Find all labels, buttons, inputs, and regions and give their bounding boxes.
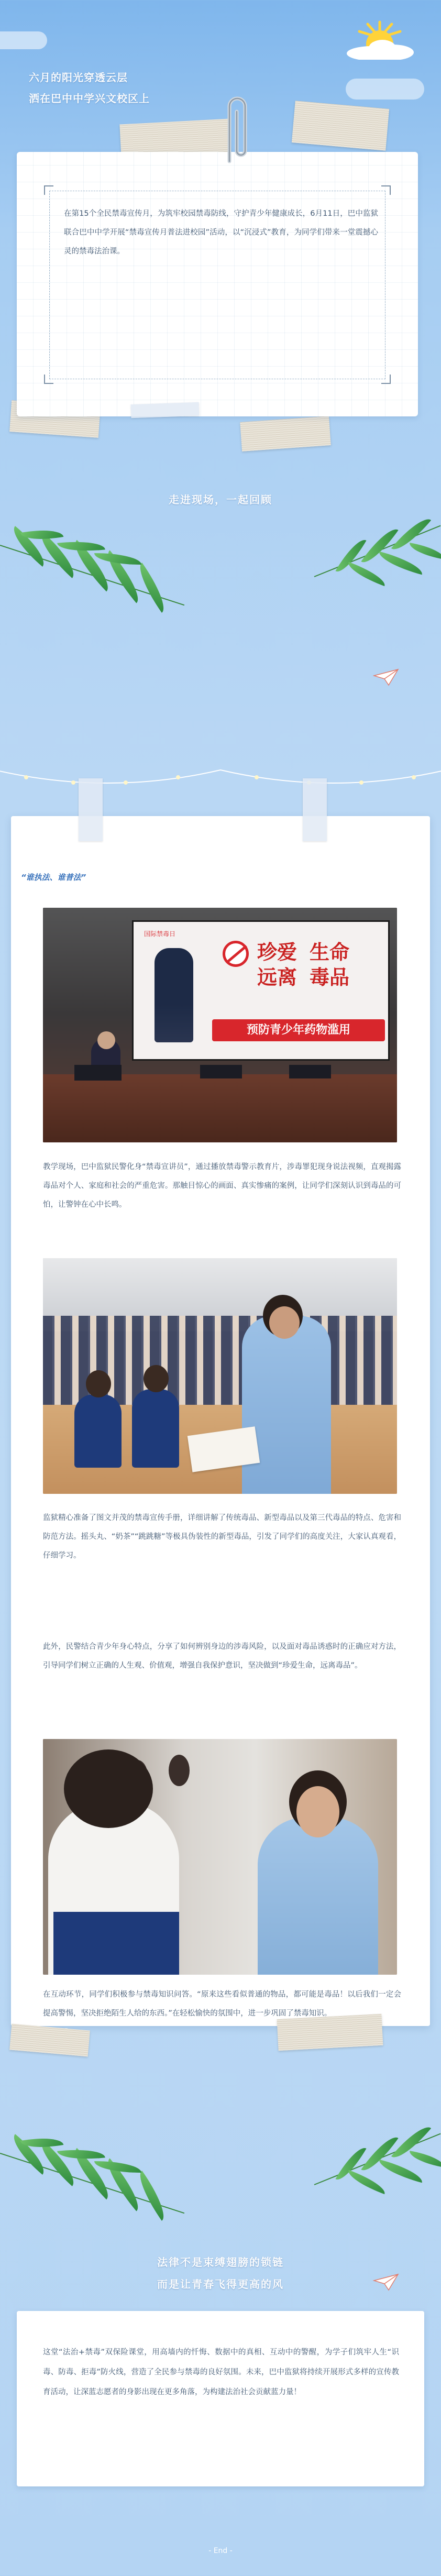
frame-corner [381,375,391,384]
banner-word-life: 生命 [310,940,350,964]
tape-decoration [303,778,327,841]
photo-student-officer [43,1739,397,1975]
paragraph-4: 在互动环节，同学们积极参与禁毒知识问答。“原来这些看似普通的物品，都可能是毒品！以后我们一定会提高警惕，坚决拒绝陌生人给的东西。”在轻松愉快的氛围中，进一步巩固了禁毒知识。 [43,1990,401,2018]
newspaper-scrap-decoration [277,2014,383,2051]
paragraph-2: 监狱精心准备了图文并茂的禁毒宣传手册，详细讲解了传统毒品、新型毒品以及第三代毒品的特点、危害和防范方法。摇头丸、“奶茶”“跳跳糖”等极具伪装性的新型毒品，引发了同学们的高度关注，大家认真观看，仔细学习。 [43,1514,401,1560]
banner-strip: 预防青少年药物滥用 [212,1019,385,1041]
review-title: 走进现场，一起回顾 [169,493,272,506]
palm-leaves-right-decoration [314,519,441,597]
frame-corner [381,185,391,195]
student-figure [132,1389,179,1468]
banner-badge: 国际禁毒日 [144,930,176,938]
frame-corner [44,375,53,384]
intro-card [17,152,418,416]
paperclip-icon [219,88,256,167]
tape-decoration [79,778,103,841]
closing-text: 这堂“法治+禁毒”双保险课堂，用高墙内的忏悔、数据中的真相、互动中的警醒，为学子们筑牢人生“识毒、防毒、拒毒”防火线，营造了全民参与禁毒的良好氛围。未来，巴中监狱将持续开展形式多样的宣传教育活动，让深蓝志愿者的身影出现在更多角落，为构建法治社会贡献蓝力量！ [43,2348,399,2396]
closing-card [17,2311,424,2486]
paper-plane-icon [373,668,399,686]
bubble-decoration [398,1985,403,1990]
paragraph-3: 此外，民警结合青少年身心特点，分享了如何辨别身边的涉毒风险，以及面对毒品诱惑时的正确应对方法，引导同学们树立正确的人生观、价值观，增强自我保护意识，坚决做到“珍爱生命，远离毒品”。 [43,1643,401,1670]
banner-text-2: 远离 [257,965,297,989]
newspaper-scrap-decoration [9,2024,90,2057]
slogan-line-1: 法律不是束缚翅膀的锁链 [157,2256,284,2269]
officer-figure [258,1818,378,1975]
officer-figure [242,1316,331,1494]
banner-word-drugs: 毒品 [310,965,350,989]
headline-line-2: 洒在巴中中学兴文校区上 [29,92,150,105]
end-marker: - End - [208,2547,233,2555]
student-figure [74,1394,122,1468]
banner-screen [132,920,390,1061]
tape-decoration [131,402,200,419]
page-headline [29,67,150,109]
newspaper-scrap-decoration [292,101,389,150]
podium-desk [43,1074,397,1142]
photo-lecture-hall [43,908,397,1142]
intro-text: 在第15个全民禁毒宣传月，为筑牢校园禁毒防线，守护青少年健康成长，6月11日，巴中监狱联合巴中中学开展“禁毒宣传月普法进校园”活动，以“沉浸式”教育，为同学们带来一堂震撼心灵的禁毒法治课。 [64,210,378,256]
photo-classroom-handout [43,1258,397,1494]
no-drugs-icon [223,941,249,967]
frame-corner [44,185,53,195]
palm-leaves-left-decoration [0,524,199,649]
headline-line-1: 六月的阳光穿透云层 [29,71,128,84]
palm-leaves-left-decoration [0,2132,199,2258]
section-tag: “谁执法、谁普法” [21,873,86,882]
police-figure [155,948,193,1042]
cloud-decoration [0,31,47,49]
slogan-line-2: 而是让青春飞得更高的风 [157,2278,284,2291]
string-lights-decoration [0,765,441,796]
closing-slogan [0,2251,441,2295]
palm-leaves-right-decoration [314,2127,441,2205]
paragraph-1: 教学现场，巴中监狱民警化身“禁毒宣讲员”，通过播放禁毒警示教育片，涉毒罪犯现身说法视频，直观揭露毒品对个人、家庭和社会的严重危害。那触目惊心的画面、真实惨痛的案例，让同学们深刻认识到毒品的可怕，让警钟在心中长鸣。 [43,1163,401,1209]
newspaper-scrap-decoration [240,416,330,452]
cloud-decoration [346,79,424,100]
sun-icon [340,13,419,60]
banner-text-1: 珍爱 [257,940,297,964]
bubble-decoration [388,1995,396,2003]
